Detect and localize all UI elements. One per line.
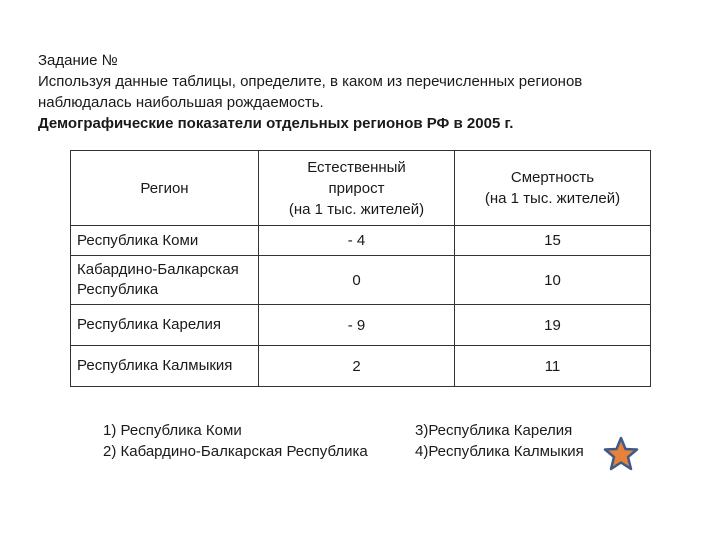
- task-question-line1: Используя данные таблицы, определите, в каком из перечисленных регионов: [38, 73, 583, 90]
- table-row: [71, 226, 651, 256]
- answer-options-right: [415, 420, 584, 462]
- cell-region: Кабардино-Балкарская Республика: [71, 256, 259, 305]
- cell-mortality: 19: [455, 305, 651, 346]
- cell-growth: 0: [259, 256, 455, 305]
- star-icon: [603, 436, 639, 472]
- answer-options-left: [103, 420, 368, 462]
- task-title: Задание №: [38, 52, 118, 69]
- cell-growth: - 9: [259, 305, 455, 346]
- cell-mortality: 15: [455, 226, 651, 256]
- table-header-row: [71, 151, 651, 226]
- answer-option-4[interactable]: 4)Республика Калмыкия: [415, 443, 584, 460]
- answer-option-1[interactable]: 1) Республика Коми: [103, 422, 242, 439]
- cell-region: Республика Калмыкия: [71, 346, 259, 387]
- task-text: [38, 50, 688, 134]
- cell-region: Республика Карелия: [71, 305, 259, 346]
- header-region: Регион: [71, 151, 259, 226]
- table-row: [71, 256, 651, 305]
- answer-option-2[interactable]: 2) Кабардино-Балкарская Республика: [103, 443, 368, 460]
- demographics-table: [70, 150, 651, 387]
- cell-growth: 2: [259, 346, 455, 387]
- cell-region: Республика Коми: [71, 226, 259, 256]
- header-natural-growth: Естественный прирост (на 1 тыс. жителей): [259, 151, 455, 226]
- answer-option-3[interactable]: 3)Республика Карелия: [415, 422, 573, 439]
- task-question-line2: наблюдалась наибольшая рождаемость.: [38, 94, 324, 111]
- table-row: [71, 305, 651, 346]
- table-title: Демографические показатели отдельных регионов РФ в 2005 г.: [38, 115, 514, 132]
- cell-mortality: 10: [455, 256, 651, 305]
- header-mortality: Смертность (на 1 тыс. жителей): [455, 151, 651, 226]
- cell-growth: - 4: [259, 226, 455, 256]
- table-row: [71, 346, 651, 387]
- cell-mortality: 11: [455, 346, 651, 387]
